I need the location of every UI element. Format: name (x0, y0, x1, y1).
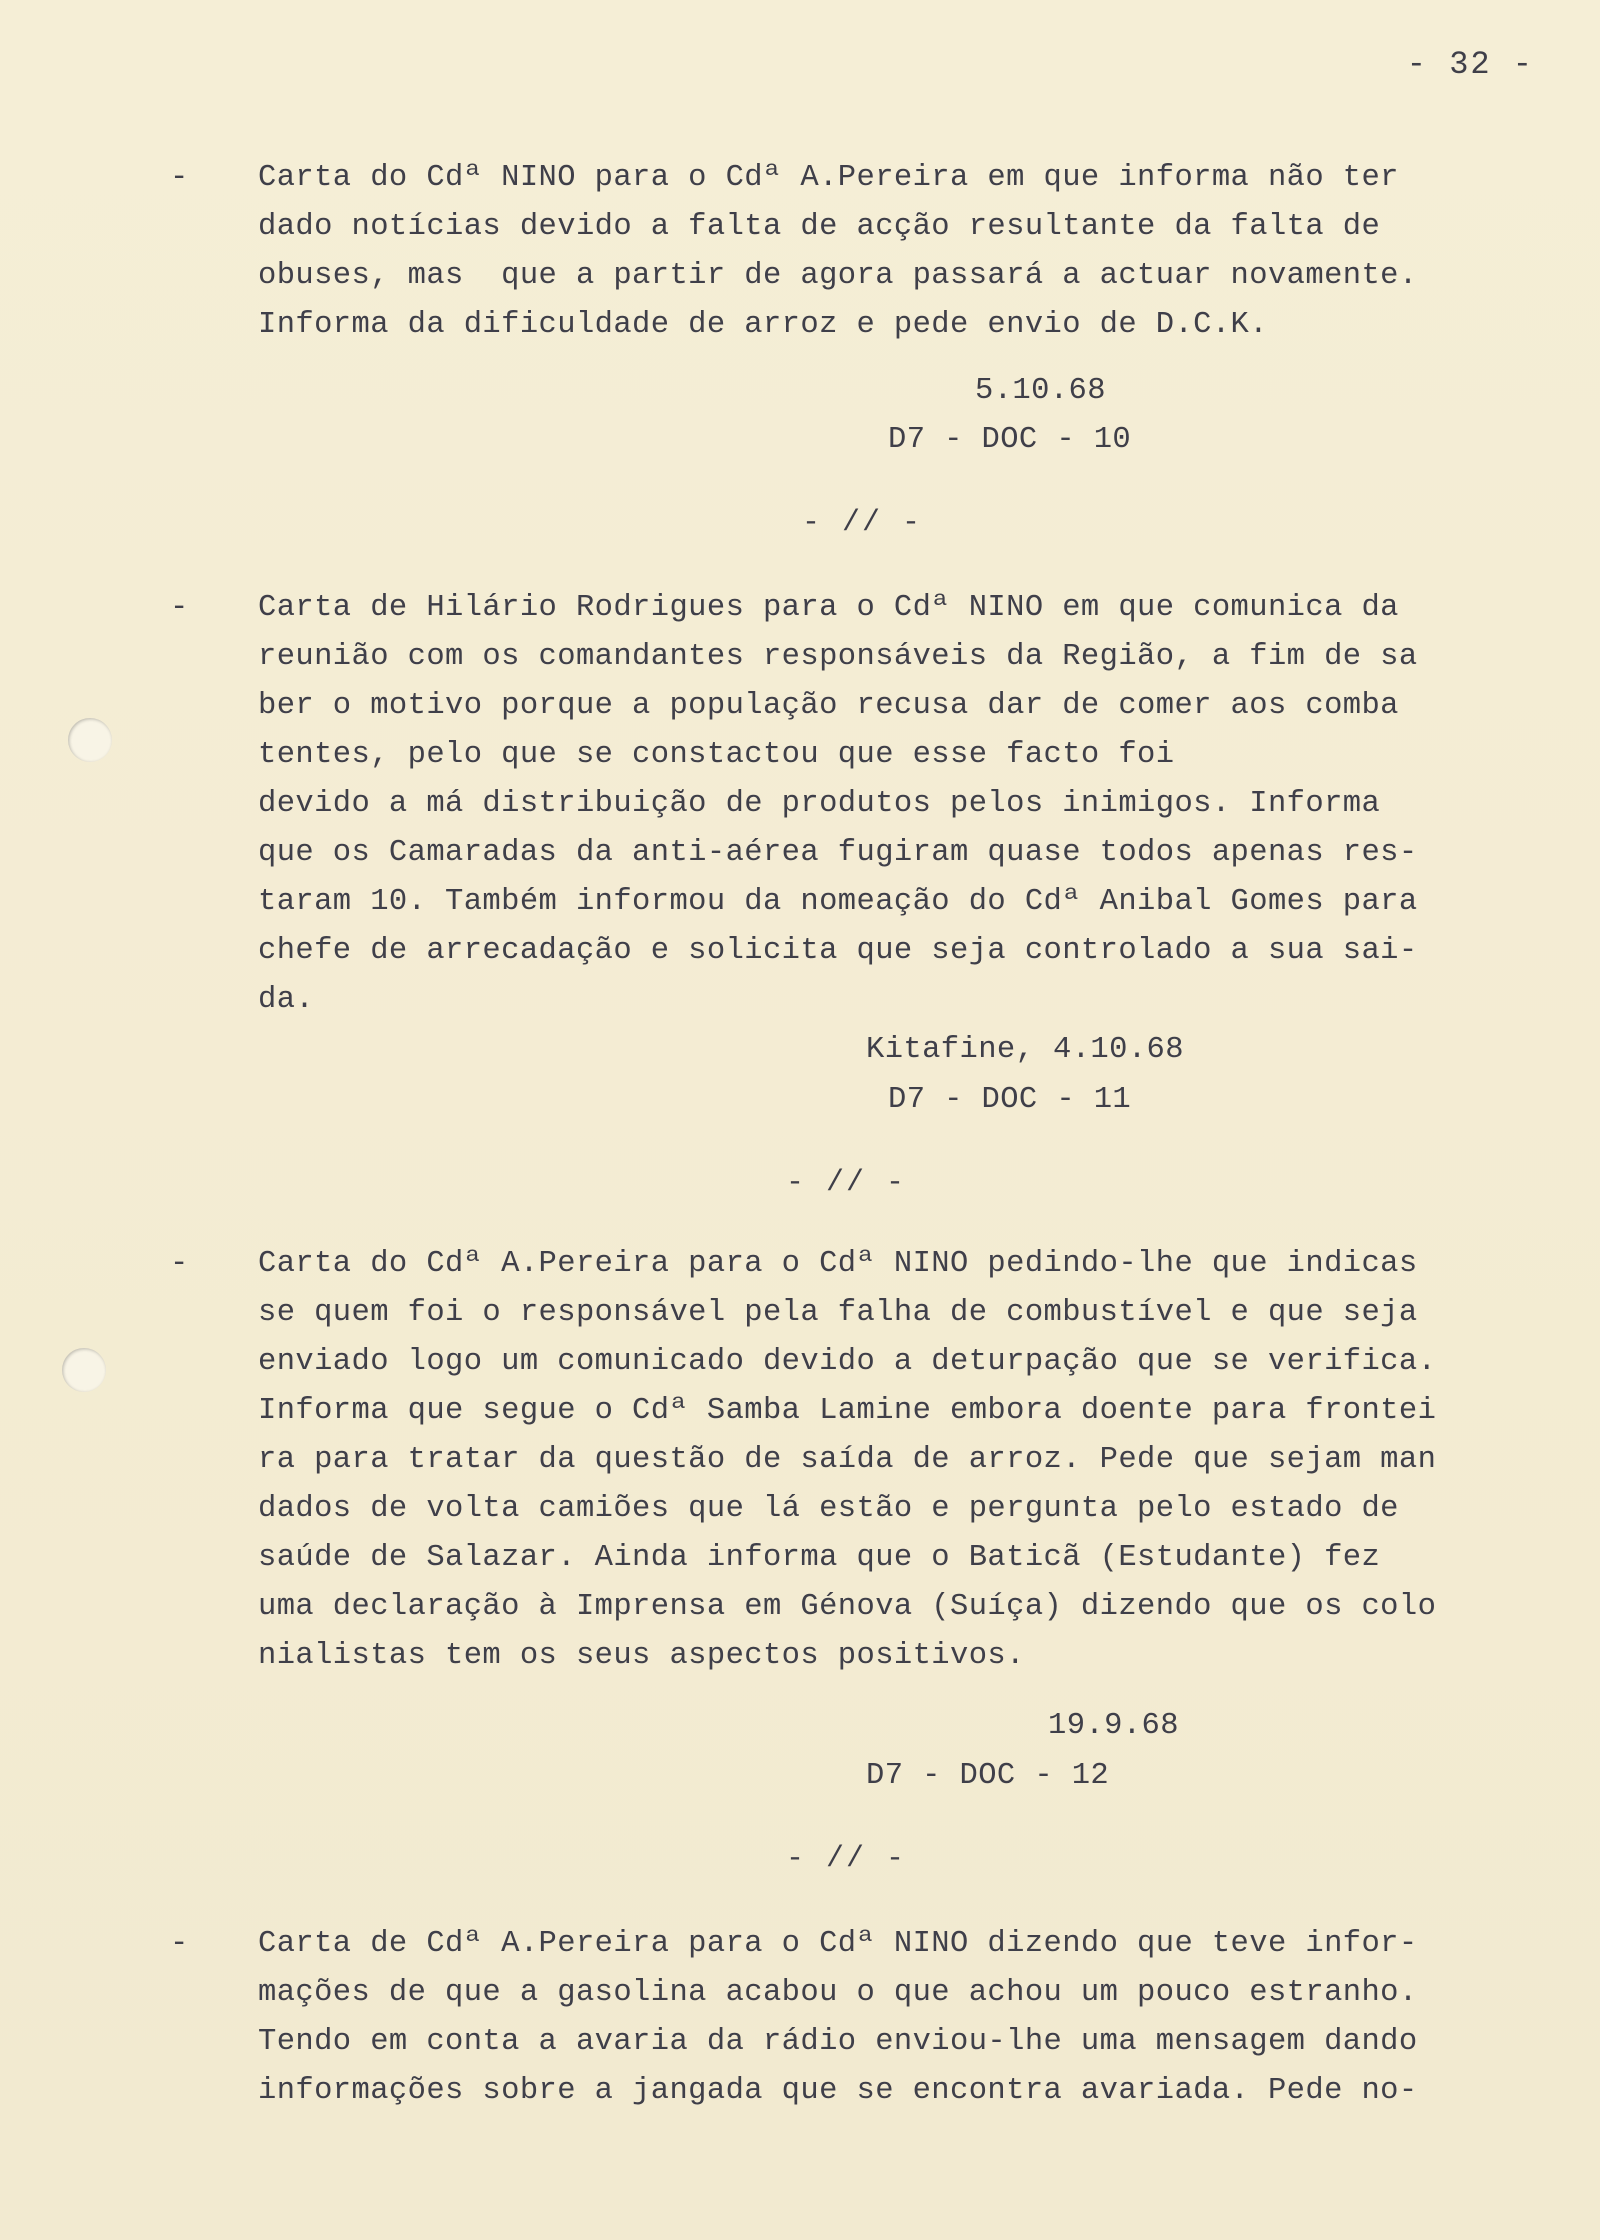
entry-line: ber o motivo porque a população recusa dar de comer aos comba (258, 689, 1399, 723)
entry-line: uma declaração à Imprensa em Génova (Suíça) dizendo que os colo (258, 1590, 1437, 1624)
entry-line: da. (258, 983, 315, 1017)
entry-line: reunião com os comandantes responsáveis da Região, a fim de sa (258, 640, 1418, 674)
entry-date: Kitafine, 4.10.68 (866, 1033, 1184, 1067)
entry-line: que os Camaradas da anti-aérea fugiram quase todos apenas res- (258, 836, 1418, 870)
entry-doc-ref: D7 - DOC - 11 (888, 1083, 1132, 1117)
entry-line: - Carta de Cdª A.Pereira para o Cdª NINO dizendo que teve infor- (214, 1920, 1534, 1969)
entry-line: ra para tratar da questão de saída de arroz. Pede que sejam man (258, 1443, 1437, 1477)
entry-line: taram 10. Também informou da nomeação do Cdª Anibal Gomes para (258, 885, 1418, 919)
entry-2 (170, 584, 1534, 1025)
entry-line: - Carta do Cdª NINO para o Cdª A.Pereira em que informa não ter (214, 154, 1534, 203)
entry-line: - Carta do Cdª A.Pereira para o Cdª NINO pedindo-lhe que indicas (214, 1240, 1534, 1289)
entry-1 (170, 154, 1534, 350)
entry-3 (170, 1240, 1534, 1681)
separator: - // - (786, 1842, 907, 1876)
entry-line: devido a má distribuição de produtos pelos inimigos. Informa (258, 787, 1381, 821)
entry-line: obuses, mas que a partir de agora passará a actuar novamente. (258, 259, 1418, 293)
entry-date: 5.10.68 (975, 374, 1106, 408)
entry-line: saúde de Salazar. Ainda informa que o Baticã (Estudante) fez (258, 1541, 1381, 1575)
entry-line: Informa que segue o Cdª Samba Lamine embora doente para frontei (258, 1394, 1437, 1428)
entry-line: nialistas tem os seus aspectos positivos. (258, 1639, 1025, 1673)
entry-line: chefe de arrecadação e solicita que seja controlado a sua sai- (258, 934, 1418, 968)
bullet-dash: - (170, 1927, 189, 1961)
entry-line: tentes, pelo que se constactou que esse facto foi (258, 738, 1175, 772)
bullet-dash: - (170, 1247, 189, 1281)
bullet-dash: - (170, 591, 189, 625)
entry-line: informações sobre a jangada que se encontra avariada. Pede no- (258, 2074, 1418, 2108)
entry-line: mações de que a gasolina acabou o que achou um pouco estranho. (258, 1976, 1418, 2010)
separator: - // - (786, 1166, 907, 1200)
entry-line: enviado logo um comunicado devido a deturpação que se verifica. (258, 1345, 1437, 1379)
punch-hole-top (68, 718, 112, 762)
separator: - // - (802, 506, 923, 540)
page-number: - 32 - (1406, 46, 1534, 83)
entry-doc-ref: D7 - DOC - 12 (866, 1759, 1110, 1793)
entry-line: se quem foi o responsável pela falha de combustível e que seja (258, 1296, 1418, 1330)
bullet-dash: - (170, 161, 189, 195)
entry-line: dado notícias devido a falta de acção resultante da falta de (258, 210, 1381, 244)
entry-line: Informa da dificuldade de arroz e pede envio de D.C.K. (258, 308, 1268, 342)
entry-date: 19.9.68 (1048, 1709, 1179, 1743)
punch-hole-bottom (62, 1348, 106, 1392)
entry-doc-ref: D7 - DOC - 10 (888, 423, 1132, 457)
entry-line: - Carta de Hilário Rodrigues para o Cdª NINO em que comunica da (214, 584, 1534, 633)
entry-4 (170, 1920, 1534, 2116)
entry-line: Tendo em conta a avaria da rádio enviou-lhe uma mensagem dando (258, 2025, 1418, 2059)
entry-line: dados de volta camiões que lá estão e pergunta pelo estado de (258, 1492, 1399, 1526)
